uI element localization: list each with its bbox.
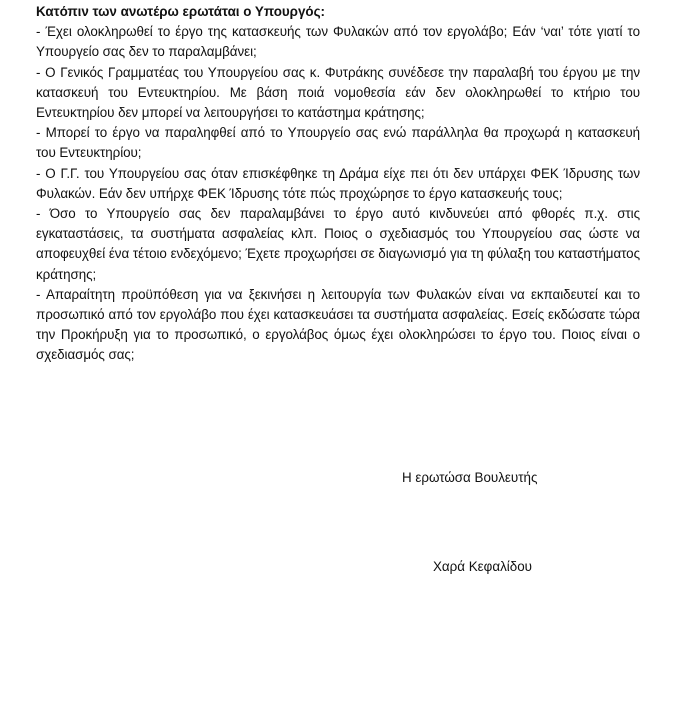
signature-name: Χαρά Κεφαλίδου [433, 559, 532, 574]
question-item-6: - Απαραίτητη προϋπόθεση για να ξεκινήσει η λειτουργία των Φυλακών είναι να εκπαιδευτεί και το προσωπικό από τον εργολάβο που έχει κατασκευάσει τα συστήματα ασφαλείας. Εσείς εκδώσατε τώρα την Προκήρυξη για το προσωπικό, ο εργολάβος όμως έχει ολοκληρώσει το έργο του. Ποιος είναι ο σχεδιασμός σας; [36, 286, 640, 363]
question-item-1: - Έχει ολοκληρωθεί το έργο της κατασκευής των Φυλακών από τον εργολάβο; Εάν ‘ναι’ τότε γιατί το Υπουργείο σας δεν το παραλαμβάνει; [36, 24, 640, 60]
document-body [36, 0, 640, 366]
signature-role: Η ερωτώσα Βουλευτής [402, 470, 538, 485]
question-item-4: - Ο Γ.Γ. του Υπουργείου σας όταν επισκέφθηκε τη Δράμα είχε πει ότι δεν υπάρχει ΦΕΚ Ίδρυσης των Φυλακών. Εάν δεν υπήρχε ΦΕΚ Ίδρυσης τότε πώς προχώρησε το έργο κατασκευής τους; [36, 165, 640, 201]
question-item-3: - Μπορεί το έργο να παραληφθεί από το Υπουργείο σας ενώ παράλληλα θα προχωρά η κατασκευή του Εντευκτηρίου; [36, 125, 640, 161]
question-heading: Κατόπιν των ανωτέρω ερωτάται ο Υπουργός: [36, 4, 326, 19]
question-item-2: - Ο Γενικός Γραμματέας του Υπουργείου σας κ. Φυτράκης συνέδεσε την παραλαβή του έργου με την κατασκευή του Εντευκτηρίου. Με βάση ποιά νομοθεσία εάν δεν ολοκληρωθεί το κτήριο του Εντευκτηρίου δεν μπορεί να λειτουργήσει το κατάστημα κράτησης; [36, 64, 640, 121]
question-item-5: - Όσο το Υπουργείο σας δεν παραλαμβάνει το έργο αυτό κινδυνεύει από φθορές π.χ. στις εγκαταστάσεις, τα συστήματα ασφαλείας κλπ. Ποιος ο σχεδιασμός του Υπουργείου σας ώστε να αποφευχθεί ένα τέτοιο ενδεχόμενο; Έχετε προχωρήσει σε διαγωνισμό για τη φύλαξη του καταστήματος κράτησης; [36, 206, 640, 282]
